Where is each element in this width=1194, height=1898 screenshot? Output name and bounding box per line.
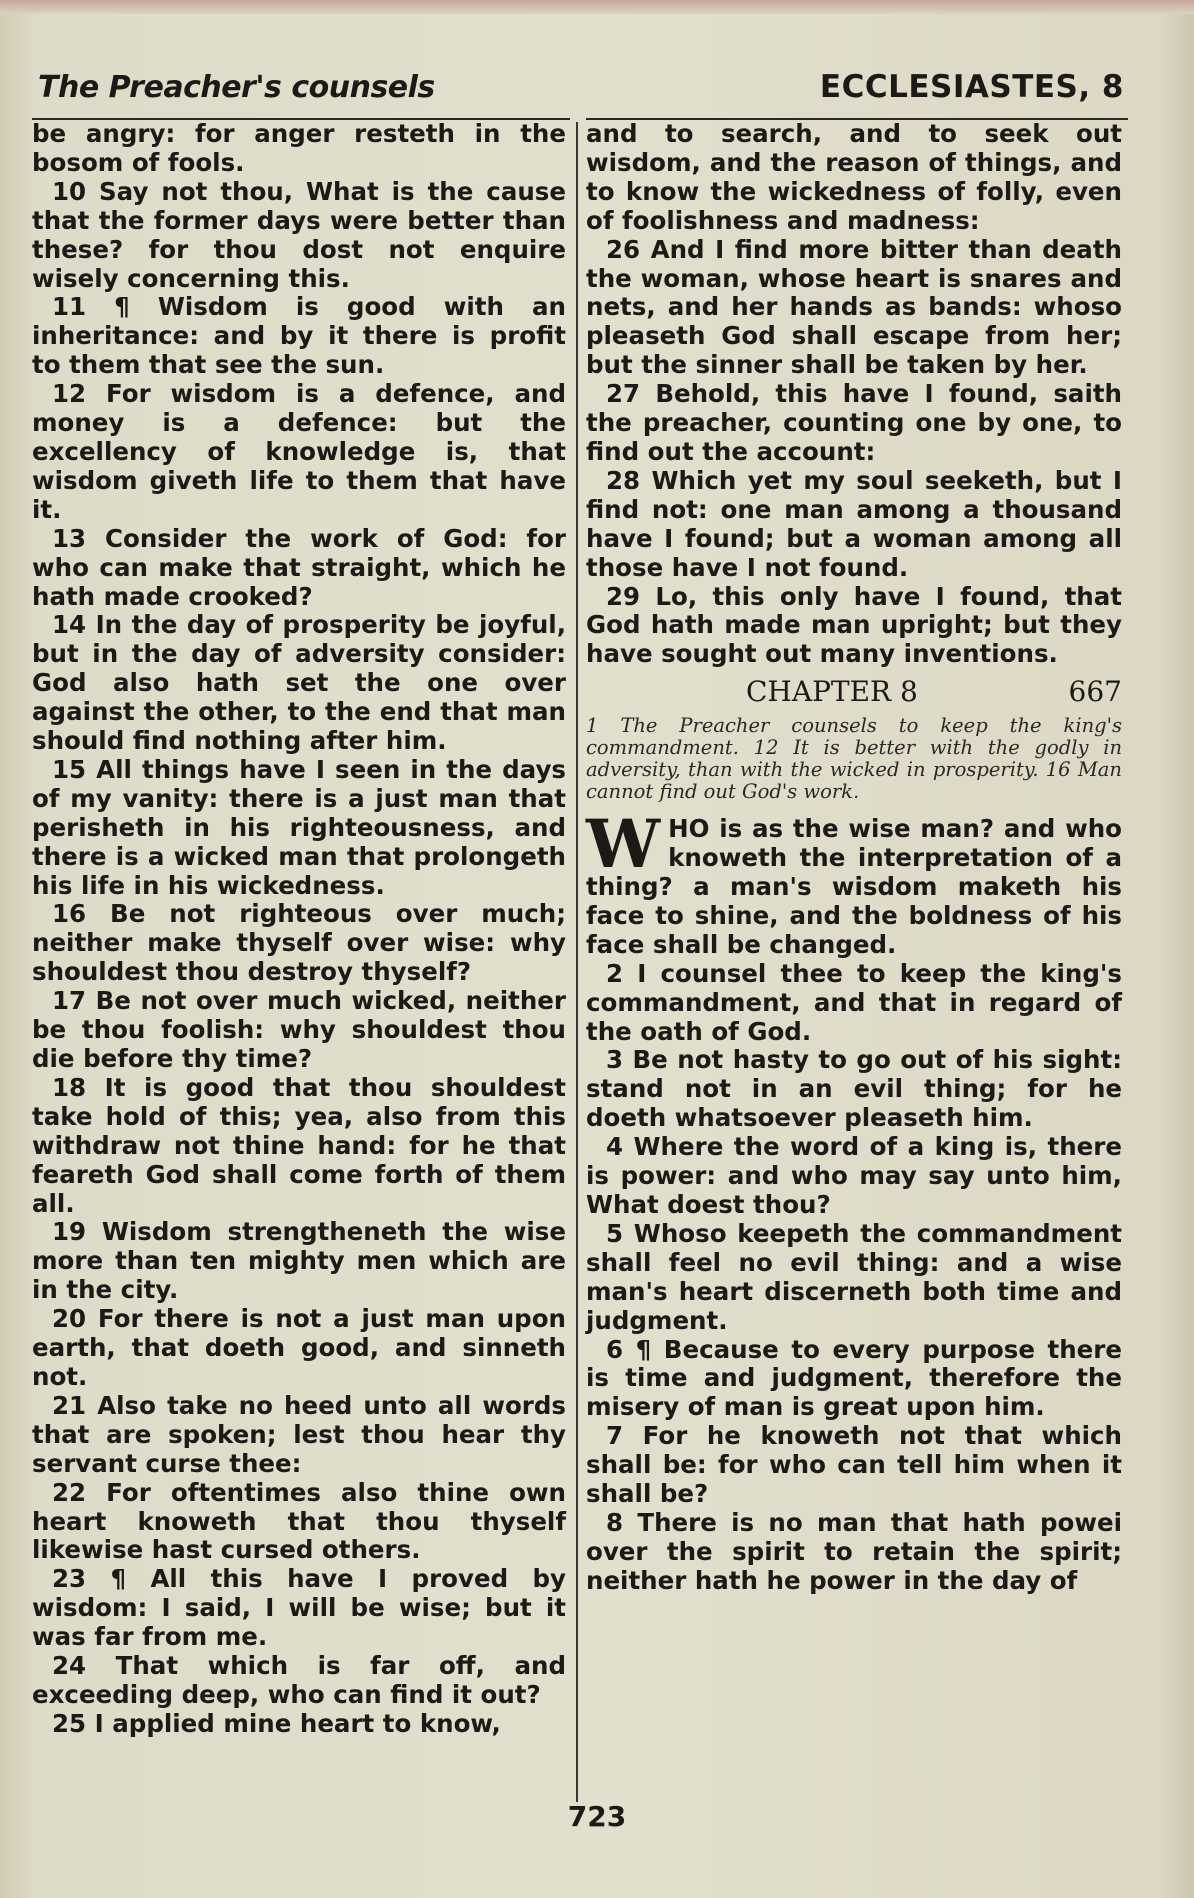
verse-paragraph: 2 I counsel thee to keep the king's commandment, and that in regard of the oath of God. <box>586 958 1122 1046</box>
book-chapter-heading: ECCLESIASTES, 8 <box>819 69 1124 105</box>
verse-paragraph: 18 It is good that thou shouldest take hold of this; yea, also from this withdraw not thine hand: for he that feareth God shall come forth of them all. <box>32 1072 566 1218</box>
verse-paragraph: 14 In the day of prosperity be joyful, but in the day of adversity consider: God also hath set the one over against the other, to the end that man should find nothing after him. <box>32 610 566 756</box>
chapter-first-verse <box>586 805 1122 960</box>
verse-paragraph: 21 Also take no heed unto all words that are spoken; lest thou hear thy servant curse thee: <box>32 1390 566 1478</box>
verse-paragraph: 11 ¶ Wisdom is good with an inheritance: and by it there is profit to them that see the sun. <box>32 292 566 380</box>
first-verse-text: HO is as the wise man? and who knoweth the interpretation of a thing? a man's wisdom maketh his face to shine, and the boldness of his face shall be changed. <box>586 814 1122 959</box>
verse-paragraph: 28 Which yet my soul seeketh, but I find not: one man among a thousand have I found; but a woman among all those have I not found. <box>586 465 1122 582</box>
verse-paragraph: 25 I applied mine heart to know, <box>52 1708 501 1738</box>
chapter-summary: 1 The Preacher counsels to keep the king's commandment. 12 It is better with the godly in adversity, than with the wicked in prosperity. 16 Man cannot find out God's work. <box>586 714 1122 804</box>
verse-paragraph: 4 Where the word of a king is, there is power: and who may say unto him, What doest thou? <box>586 1132 1122 1219</box>
verse-paragraph: 16 Be not righteous over much; neither make thyself over wise: why shouldest thou destroy thyself? <box>32 899 566 987</box>
chapter-title: CHAPTER 8 <box>746 674 918 708</box>
verse-paragraph: 17 Be not over much wicked, neither be thou foolish: why shouldest thou die before thy time? <box>32 986 566 1073</box>
verse-paragraph: 26 And I find more bitter than death the woman, whose heart is snares and nets, and her hands as bands: whoso pleaseth God shall escape from her; but the sinner shall be taken by her. <box>586 234 1122 380</box>
running-head: The Preacher's counsels <box>38 69 435 105</box>
verse-paragraph: 23 ¶ All this have I proved by wisdom: I said, I will be wise; but it was far from me. <box>32 1564 566 1652</box>
verse-paragraph: 6 ¶ Because to every purpose there is time and judgment, therefore the misery of man is great upon him. <box>586 1334 1122 1422</box>
verse-paragraph: 19 Wisdom strengtheneth the wise more than ten mighty men which are in the city. <box>32 1217 566 1305</box>
verse-paragraph: 12 For wisdom is a defence, and money is a defence: but the excellency of knowledge is, that wisdom giveth life to them that have it. <box>32 379 566 524</box>
verse-paragraph: 15 All things have I seen in the days of my vanity: there is a just man that perisheth in his righteousness, and there is a wicked man that prolongeth his life in his wickedness. <box>32 754 566 900</box>
page-number: 723 <box>567 1800 627 1833</box>
verse-paragraph: 7 For he knoweth not that which shall be: for who can tell him when it shall be? <box>586 1421 1122 1509</box>
page-header <box>38 62 1124 112</box>
verse-paragraph: 22 For oftentimes also thine own heart knoweth that thou thyself likewise hast cursed others. <box>32 1477 566 1565</box>
page-top-edge <box>0 0 1194 14</box>
chapter-heading <box>586 673 1122 711</box>
column-divider <box>576 122 578 1802</box>
verse-paragraph: 20 For there is not a just man upon earth, that doeth good, and sinneth not. <box>32 1304 566 1391</box>
verse-paragraph: and to search, and to seek out wisdom, and the reason of things, and to know the wickedness of folly, even of foolishness and madness: <box>586 119 1122 235</box>
left-column <box>32 120 566 1739</box>
verse-paragraph: 29 Lo, this only have I found, that God hath made man upright; but they have sought out many inventions. <box>586 581 1122 669</box>
verse-paragraph: 3 Be not hasty to go out of his sight: stand not in an evil thing; for he doeth whatsoever pleaseth him. <box>586 1045 1122 1133</box>
verse-paragraph: 24 That which is far off, and exceeding deep, who can find it out? <box>32 1651 566 1709</box>
verse-paragraph: 13 Consider the work of God: for who can make that straight, which he hath made crooked? <box>32 523 566 611</box>
drop-cap: W <box>586 805 661 884</box>
right-column <box>586 120 1122 1596</box>
verse-paragraph: 10 Say not thou, What is the cause that the former days were better than these? for thou dost not enquire wisely concerning this. <box>32 176 566 293</box>
verse-paragraph: 8 There is no man that hath powei over the spirit to retain the spirit; neither hath he power in the day of <box>586 1507 1122 1595</box>
chapter-year-number: 667 <box>1068 674 1122 708</box>
verse-paragraph: be angry: for anger resteth in the bosom of fools. <box>32 119 566 177</box>
verse-paragraph: 5 Whoso keepeth the commandment shall feel no evil thing: and a wise man's heart discerneth both time and judgment. <box>586 1218 1122 1335</box>
verse-paragraph: 27 Behold, this have I found, saith the preacher, counting one by one, to find out the account: <box>586 379 1122 466</box>
